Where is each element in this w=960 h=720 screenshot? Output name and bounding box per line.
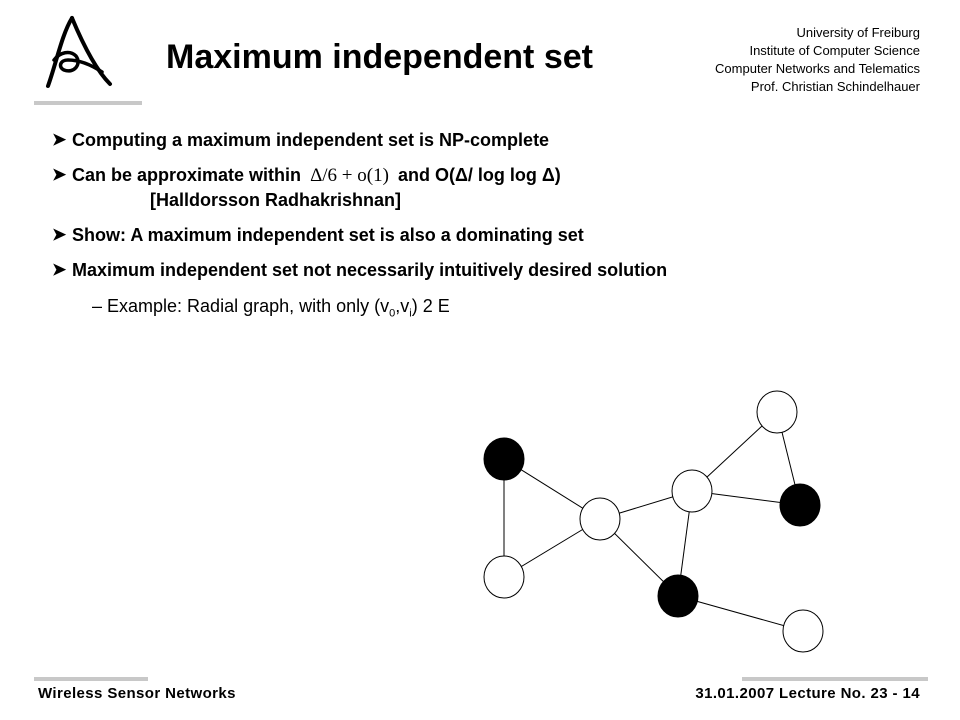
logo-divider <box>34 101 142 105</box>
example-text: ) 2 E <box>411 296 450 316</box>
footer-divider <box>742 677 928 681</box>
example-text: – Example: Radial graph, with only (v <box>92 296 390 316</box>
arrow-bullet-icon: ➤ <box>52 225 67 244</box>
graph-node-selected <box>484 438 524 480</box>
example-sub-bullet <box>92 296 450 320</box>
arrow-bullet-icon: ➤ <box>52 260 67 279</box>
arrow-bullet-icon: ➤ <box>52 165 67 184</box>
slide-title: Maximum independent set <box>166 38 593 76</box>
example-text: ,v <box>395 296 410 316</box>
bullet-item <box>52 258 932 282</box>
bullet-text: Computing a maximum independent set is NP-complete <box>72 130 550 150</box>
bullet-item <box>52 163 932 212</box>
citation: [Halldorsson Radhakrishnan] <box>150 190 402 210</box>
bullet-text: Show: A maximum independent set is also a dominating set <box>72 225 584 245</box>
bullet-text: Maximum independent set not necessarily intuitively desired solution <box>72 260 668 280</box>
radial-graph-diagram <box>470 380 840 660</box>
graph-node <box>783 610 823 652</box>
arrow-bullet-icon: ➤ <box>52 130 67 149</box>
footer-divider <box>34 677 148 681</box>
graph-node <box>757 391 797 433</box>
subscript: i <box>409 307 412 320</box>
institution-block <box>620 24 920 96</box>
subscript: 0 <box>389 307 396 320</box>
graph-node-selected <box>658 575 698 617</box>
institution-line: Prof. Christian Schindelhauer <box>750 79 920 94</box>
graph-node <box>580 498 620 540</box>
bullet-list <box>52 128 932 293</box>
university-logo-icon <box>38 14 118 94</box>
bullet-text: Can be approximate within <box>72 165 302 185</box>
institution-line: University of Freiburg <box>796 25 920 40</box>
lecture-info: 31.01.2007 Lecture No. 23 - 14 <box>695 685 920 702</box>
institution-line: Institute of Computer Science <box>749 43 920 58</box>
course-name: Wireless Sensor Networks <box>38 685 236 702</box>
bullet-item <box>52 128 932 152</box>
bullet-text: and O(Δ/ log log Δ) <box>397 165 561 185</box>
graph-node-selected <box>780 484 820 526</box>
institution-line: Computer Networks and Telematics <box>715 61 920 76</box>
bullet-item <box>52 223 932 247</box>
approx-ratio-formula: Δ/6 + o(1) <box>310 165 389 186</box>
graph-node <box>484 556 524 598</box>
graph-node <box>672 470 712 512</box>
